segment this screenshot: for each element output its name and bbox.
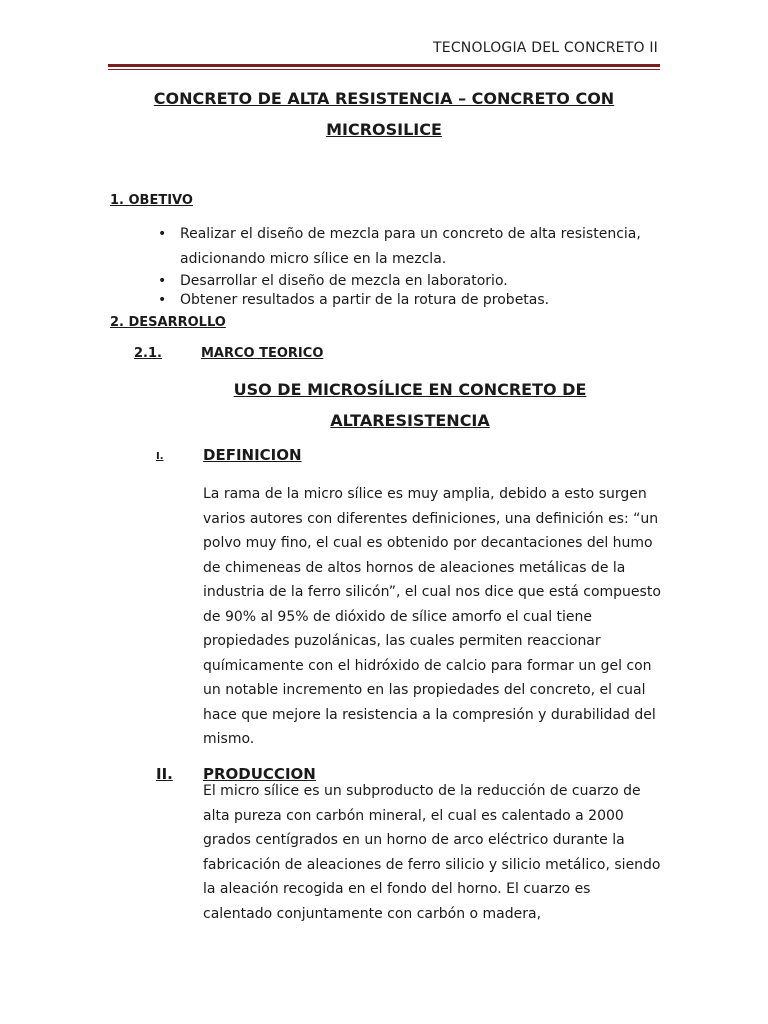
article-title xyxy=(150,374,670,436)
objetivo-list xyxy=(158,222,668,310)
list-item: • Obtener resultados a partir de la rotura de probetas. xyxy=(158,291,668,310)
subsection-title: MARCO TEORICO xyxy=(201,346,324,361)
article-title-line1: USO DE MICROSÍLICE EN CONCRETO DE xyxy=(233,380,587,399)
part-title: PRODUCCION xyxy=(203,765,316,783)
running-header: TECNOLOGIA DEL CONCRETO II xyxy=(433,40,658,56)
document-title-line1: CONCRETO DE ALTA RESISTENCIA – CONCRETO CON xyxy=(153,89,615,108)
section-heading-desarrollo: 2. DESARROLLO xyxy=(110,315,226,330)
produccion-paragraph: El micro sílice es un subproducto de la reducción de cuarzo de alta pureza con carbón mineral, el cual es calentado a 2000 grados centígrados en un horno de arco eléctrico durante la fabricación de aleaciones de ferro silicio y silicio metálico, siendo la aleación recogida en el fondo del horno. El cuarzo es calentado conjuntamente con carbón o madera, xyxy=(203,783,661,922)
header-rule-thin xyxy=(108,69,660,70)
subsection-number: 2.1. xyxy=(134,346,162,361)
part-heading-definicion xyxy=(156,446,302,464)
part-number: II. xyxy=(156,765,173,783)
part-title: DEFINICION xyxy=(203,446,302,464)
section-heading-objetivo: 1. OBETIVO xyxy=(110,193,193,208)
definicion-paragraph: La rama de la micro sílice es muy amplia, debido a esto surgen varios autores con diferentes definiciones, una definición es: “un polvo muy fino, el cual es obtenido por decantaciones del humo de chimeneas de altos hornos de aleaciones metálicas de la industria de la ferro silicón”, el cual nos dice que está compuesto de 90% al 95% de dióxido de sílice amorfo el cual tiene propiedades puzolánicas, las cuales permiten reaccionar químicamente con el hidróxido de calcio para formar un gel con un notable incremento en las propiedades del concreto, el cual hace que mejore la resistencia a la compresión y durabilidad del mismo. xyxy=(203,486,661,747)
subsection-heading xyxy=(134,346,323,361)
document-title-line2: MICROSILICE xyxy=(326,120,442,139)
list-item: • Desarrollar el diseño de mezcla en laboratorio. xyxy=(158,272,668,291)
article-title-line2: ALTARESISTENCIA xyxy=(330,411,490,430)
header-rule-thick xyxy=(108,64,660,67)
document-title xyxy=(100,83,668,145)
list-item: • Realizar el diseño de mezcla para un concreto de alta resistencia, adicionando micro sílice en la mezcla. xyxy=(158,222,668,272)
part-number: I. xyxy=(156,451,164,462)
